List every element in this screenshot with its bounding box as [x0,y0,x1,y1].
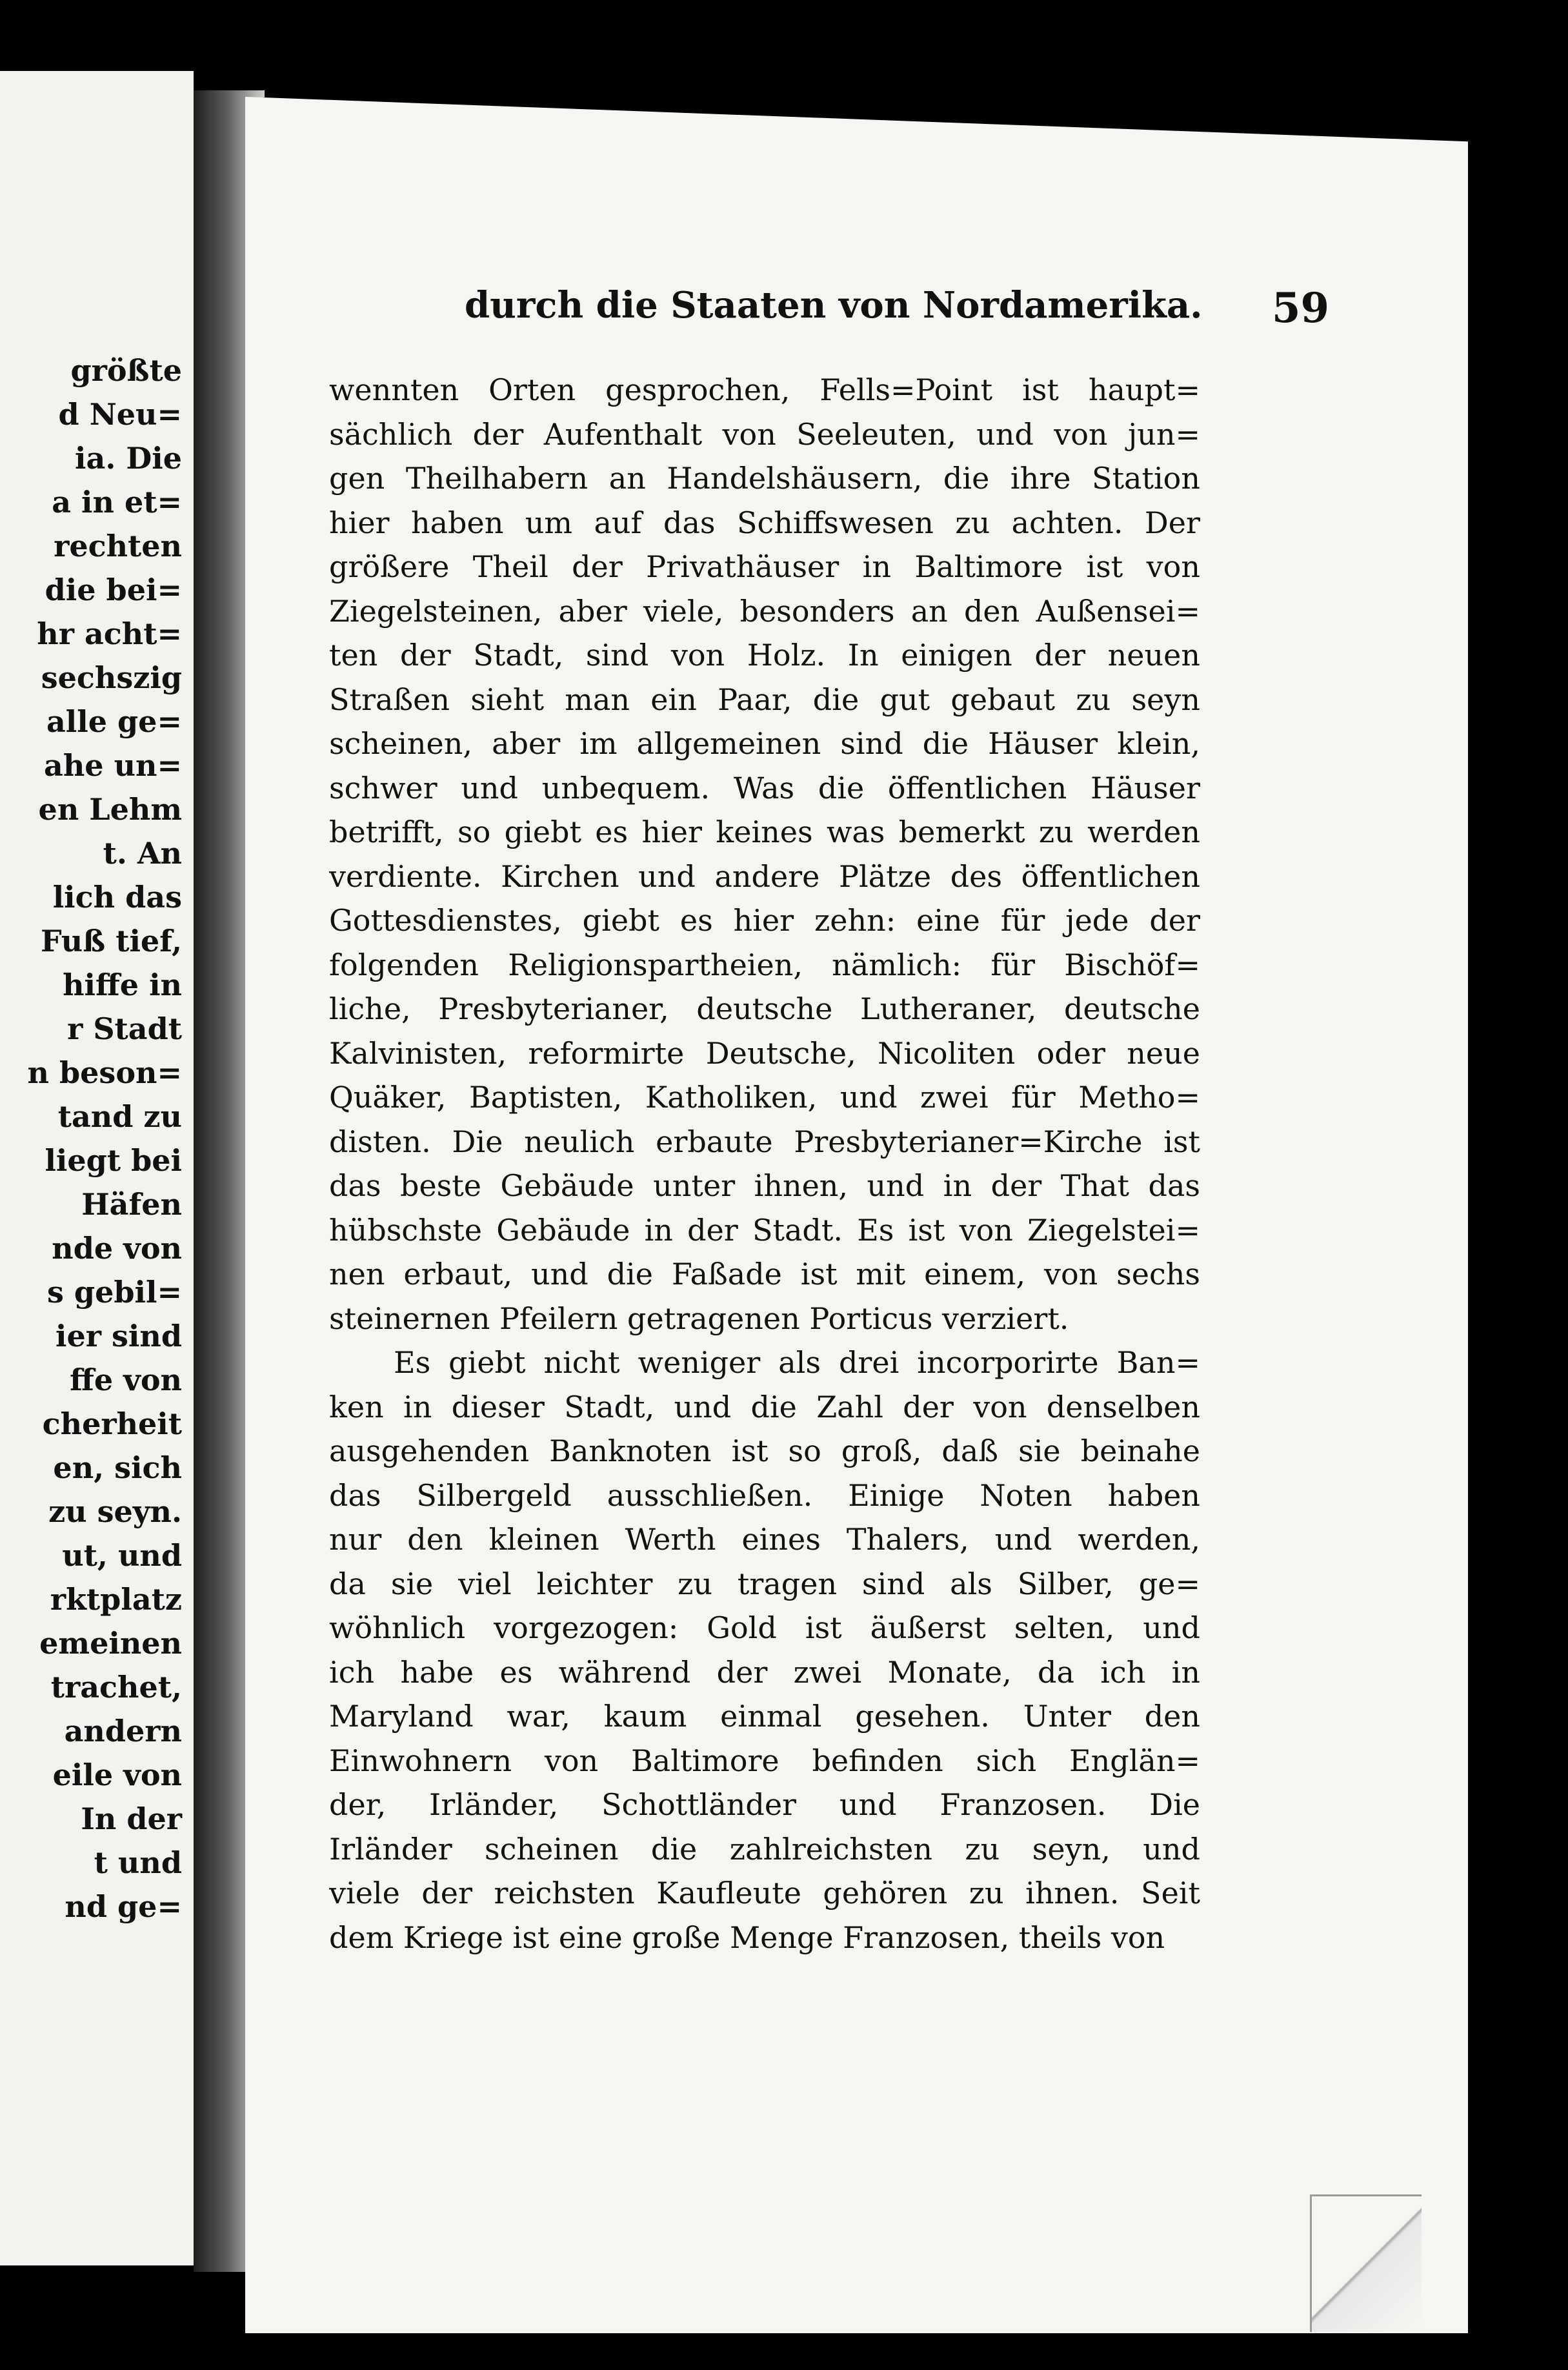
page-number: 59 [1271,284,1329,332]
text-line: nur den kleinen Werth eines Thalers, und werden, [329,1522,1200,1557]
text-line: disten. Die neulich erbaute Presbyterianer=Kirche ist [329,1124,1200,1159]
text-line: schwer und unbequem. Was die öffentlichen Häuser [329,770,1200,805]
text-line: hier haben um auf das Schiffswesen zu achten. Der [329,505,1200,540]
text-line: sächlich der Aufenthalt von Seeleuten, und von jun= [329,416,1200,452]
left-page-line-fragment: nd ge= [65,1889,182,1924]
text-line: verdiente. Kirchen und andere Plätze des öffentlichen [329,858,1200,894]
left-page-text [0,349,187,1929]
left-page-line-fragment: nde von [52,1231,182,1266]
text-line: ich habe es während der zwei Monate, da ich in [329,1654,1200,1690]
text-line: gen Theilhabern an Handelshäusern, die ihre Station [329,461,1200,496]
left-page-line-fragment: trachet, [50,1670,182,1705]
left-page-line-fragment: zu seyn. [48,1494,182,1529]
text-line: liche, Presbyterianer, deutsche Lutheraner, deutsche [329,991,1200,1026]
text-line: ten der Stadt, sind von Holz. In einigen der neuen [329,638,1200,673]
text-line: Kalvinisten, reformirte Deutsche, Nicoliten oder neue [329,1035,1200,1071]
running-head: durch die Staaten von Nordamerika. [465,284,1203,327]
left-page-line-fragment: t und [94,1845,182,1880]
text-line: der, Irländer, Schottländer und Franzosen. Die [329,1787,1200,1822]
left-page-line-fragment: tand zu [57,1099,182,1134]
left-page-line-fragment: hiffe in [63,967,182,1002]
text-line: Quäker, Baptisten, Katholiken, und zwei für Metho= [329,1080,1200,1115]
text-line: betrifft, so giebt es hier keines was bemerkt zu werden [329,815,1200,849]
text-line: das beste Gebäude unter ihnen, und in der That das [329,1168,1200,1203]
left-page-line-fragment: In der [81,1801,182,1836]
left-page-line-fragment: hr acht= [37,616,182,651]
left-page-line-fragment: en, sich [53,1450,182,1485]
left-page-line-fragment: ut, und [62,1538,182,1573]
text-line: scheinen, aber im allgemeinen sind die Häuser klein, [329,726,1200,761]
text-line: Einwohnern von Baltimore befinden sich Englän= [329,1743,1200,1778]
text-line: Es giebt nicht weniger als drei incorporirte Ban= [394,1345,1200,1380]
text-line: wöhnlich vorgezogen: Gold ist äußerst selten, und [329,1610,1200,1645]
left-page-line-fragment: die bei= [45,572,182,607]
left-page-line-fragment: Fuß tief, [40,924,182,958]
text-line: Irländer scheinen die zahlreichsten zu seyn, und [329,1831,1200,1867]
left-page-line-fragment: a in et= [52,485,182,520]
text-line: nen erbaut, und die Faßade ist mit einem, von sechs [329,1257,1200,1291]
page-header [465,284,1329,342]
left-page-line-fragment: liegt bei [45,1143,182,1178]
text-line: viele der reichsten Kaufleute gehören zu ihnen. Seit [329,1876,1200,1910]
left-page-line-fragment: r Stadt [67,1011,182,1046]
text-line: Gottesdienstes, giebt es hier zehn: eine für jede der [329,903,1200,938]
left-page-line-fragment: cherheit [42,1406,182,1441]
text-line: hübschste Gebäude in der Stadt. Es ist von Ziegelstei= [329,1212,1200,1248]
left-page-line-fragment: emeinen [39,1626,182,1661]
page-corner-fold [1310,2194,1422,2332]
left-page-line-fragment: andern [64,1714,182,1748]
left-page-line-fragment: en Lehm [38,792,182,827]
left-page-line-fragment: d Neu= [58,397,182,432]
text-line: folgenden Religionspartheien, nämlich: für Bischöf= [329,947,1200,982]
text-line: Straßen sieht man ein Paar, die gut gebaut zu seyn [329,682,1200,717]
body-text [329,368,1200,1960]
left-page-line-fragment: lich das [52,880,182,915]
text-line: dem Kriege ist eine große Menge Franzosen, theils von [329,1919,1165,1955]
left-page-line-fragment: ier sind [55,1319,182,1353]
text-line: Ziegelsteinen, aber viele, besonders an den Außensei= [329,593,1200,629]
text-line: größere Theil der Privathäuser in Baltimore ist von [329,549,1200,584]
text-line: ausgehenden Banknoten ist so groß, daß sie beinahe [329,1433,1200,1468]
left-page-line-fragment: ahe un= [44,748,182,783]
left-page-line-fragment: ia. Die [75,441,182,476]
left-page-line-fragment: rechten [54,529,182,563]
text-line: da sie viel leichter zu tragen sind als Silber, ge= [329,1566,1200,1601]
left-page-line-fragment: rktplatz [50,1582,182,1617]
text-line: wennten Orten gesprochen, Fells=Point ist haupt= [329,372,1200,407]
left-page-line-fragment: größte [70,353,182,388]
left-page-line-fragment: alle ge= [46,704,182,739]
left-page-line-fragment: sechszig [41,660,182,695]
left-page-line-fragment: ffe von [70,1362,182,1397]
left-page-line-fragment: n beson= [27,1055,182,1090]
left-page-line-fragment: Häfen [81,1187,182,1222]
text-line: steinernen Pfeilern getragenen Porticus verziert. [329,1301,1069,1336]
text-line: Maryland war, kaum einmal gesehen. Unter den [329,1699,1200,1734]
left-page-line-fragment: eile von [52,1757,182,1792]
left-page-line-fragment: s gebil= [47,1275,182,1310]
left-page-line-fragment: t. An [103,836,182,871]
text-line: das Silbergeld ausschließen. Einige Noten haben [329,1477,1200,1513]
text-line: ken in dieser Stadt, und die Zahl der von denselben [329,1389,1200,1424]
